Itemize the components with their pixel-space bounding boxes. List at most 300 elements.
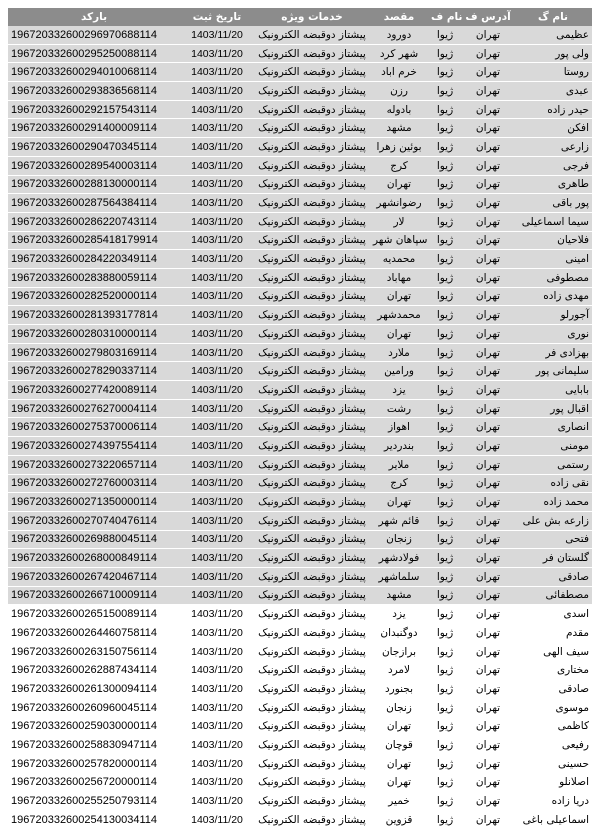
cell-sender-address: تهران — [462, 642, 514, 661]
cell-barcode: 196720332600270740476114 — [8, 511, 180, 530]
cell-barcode: 196720332600262887434114 — [8, 661, 180, 680]
cell-recipient-name: فرجی — [514, 156, 592, 175]
cell-sender-name: ژیوا — [428, 680, 462, 699]
cell-barcode: 196720332600274397554114 — [8, 437, 180, 456]
cell-service: پیشتاز دوقبضه الکترونیک — [254, 493, 370, 512]
cell-sender-address: تهران — [462, 810, 514, 829]
table-row — [8, 437, 592, 456]
cell-recipient-name: دریا زاده — [514, 792, 592, 811]
cell-recipient-name: ولی پور — [514, 44, 592, 63]
cell-sender-name: ژیوا — [428, 698, 462, 717]
cell-sender-name: ژیوا — [428, 156, 462, 175]
table-row — [8, 26, 592, 44]
cell-barcode: 196720332600289540003114 — [8, 156, 180, 175]
cell-recipient-name: سیف الهی — [514, 642, 592, 661]
cell-sender-address: تهران — [462, 362, 514, 381]
cell-date: 1403/11/20 — [180, 698, 254, 717]
table-row — [8, 362, 592, 381]
cell-sender-name: ژیوا — [428, 250, 462, 269]
cell-recipient-name: اصلانلو — [514, 773, 592, 792]
cell-recipient-name: بابایی — [514, 381, 592, 400]
cell-sender-name: ژیوا — [428, 399, 462, 418]
header-barcode: بارکد — [8, 8, 180, 26]
cell-service: پیشتاز دوقبضه الکترونیک — [254, 586, 370, 605]
cell-recipient-name: صادقی — [514, 680, 592, 699]
cell-service: پیشتاز دوقبضه الکترونیک — [254, 44, 370, 63]
cell-destination: لامرد — [370, 661, 428, 680]
cell-service: پیشتاز دوقبضه الکترونیک — [254, 624, 370, 643]
cell-sender-name: ژیوا — [428, 605, 462, 624]
cell-recipient-name: فتحی — [514, 530, 592, 549]
cell-sender-name: ژیوا — [428, 493, 462, 512]
cell-barcode: 196720332600273220657114 — [8, 455, 180, 474]
cell-date: 1403/11/20 — [180, 194, 254, 213]
cell-service: پیشتاز دوقبضه الکترونیک — [254, 119, 370, 138]
cell-sender-name: ژیوا — [428, 138, 462, 157]
header-recipient-name: نام گ — [514, 8, 592, 26]
cell-sender-name: ژیوا — [428, 717, 462, 736]
cell-barcode: 196720332600256720000114 — [8, 773, 180, 792]
cell-service: پیشتاز دوقبضه الکترونیک — [254, 717, 370, 736]
cell-sender-address: تهران — [462, 474, 514, 493]
cell-date: 1403/11/20 — [180, 437, 254, 456]
cell-date: 1403/11/20 — [180, 362, 254, 381]
cell-date: 1403/11/20 — [180, 44, 254, 63]
cell-sender-address: تهران — [462, 44, 514, 63]
cell-date: 1403/11/20 — [180, 306, 254, 325]
cell-destination: بادوله — [370, 100, 428, 119]
cell-destination: رشت — [370, 399, 428, 418]
cell-sender-address: تهران — [462, 493, 514, 512]
cell-recipient-name: مومنی — [514, 437, 592, 456]
table-row — [8, 381, 592, 400]
cell-destination: خمیر — [370, 792, 428, 811]
cell-date: 1403/11/20 — [180, 138, 254, 157]
cell-barcode: 196720332600295250088114 — [8, 44, 180, 63]
cell-sender-address: تهران — [462, 26, 514, 44]
cell-barcode: 196720332600258830947114 — [8, 736, 180, 755]
cell-barcode: 196720332600280310000114 — [8, 325, 180, 344]
cell-sender-address: تهران — [462, 212, 514, 231]
cell-date: 1403/11/20 — [180, 661, 254, 680]
cell-barcode: 196720332600281393177814 — [8, 306, 180, 325]
cell-recipient-name: روستا — [514, 63, 592, 82]
cell-sender-address: تهران — [462, 624, 514, 643]
cell-recipient-name: نقی زاده — [514, 474, 592, 493]
cell-sender-address: تهران — [462, 287, 514, 306]
cell-destination: زنجان — [370, 698, 428, 717]
cell-recipient-name: بهزادی فر — [514, 343, 592, 362]
cell-sender-address: تهران — [462, 437, 514, 456]
cell-barcode: 196720332600267420467114 — [8, 567, 180, 586]
cell-sender-address: تهران — [462, 231, 514, 250]
cell-date: 1403/11/20 — [180, 642, 254, 661]
table-row — [8, 156, 592, 175]
cell-date: 1403/11/20 — [180, 792, 254, 811]
cell-service: پیشتاز دوقبضه الکترونیک — [254, 455, 370, 474]
cell-sender-name: ژیوا — [428, 343, 462, 362]
cell-barcode: 196720332600286220743114 — [8, 212, 180, 231]
cell-date: 1403/11/20 — [180, 773, 254, 792]
cell-service: پیشتاز دوقبضه الکترونیک — [254, 156, 370, 175]
cell-service: پیشتاز دوقبضه الکترونیک — [254, 437, 370, 456]
cell-sender-name: ژیوا — [428, 381, 462, 400]
table-row — [8, 343, 592, 362]
cell-date: 1403/11/20 — [180, 567, 254, 586]
cell-sender-name: ژیوا — [428, 549, 462, 568]
cell-sender-address: تهران — [462, 82, 514, 101]
cell-sender-address: تهران — [462, 399, 514, 418]
table-row — [8, 212, 592, 231]
table-row — [8, 754, 592, 773]
cell-recipient-name: آجورلو — [514, 306, 592, 325]
cell-barcode: 196720332600294010068114 — [8, 63, 180, 82]
cell-sender-name: ژیوا — [428, 26, 462, 44]
cell-destination: خرم اباد — [370, 63, 428, 82]
cell-sender-name: ژیوا — [428, 194, 462, 213]
cell-recipient-name: انصاری — [514, 418, 592, 437]
cell-sender-address: تهران — [462, 268, 514, 287]
cell-service: پیشتاز دوقبضه الکترونیک — [254, 194, 370, 213]
cell-destination: دورود — [370, 26, 428, 44]
cell-sender-address: تهران — [462, 586, 514, 605]
cell-recipient-name: اسماعیلی باغی — [514, 810, 592, 829]
table-row — [8, 455, 592, 474]
table-row — [8, 418, 592, 437]
cell-date: 1403/11/20 — [180, 754, 254, 773]
cell-destination: زنجان — [370, 530, 428, 549]
table-row — [8, 698, 592, 717]
cell-barcode: 196720332600277420089114 — [8, 381, 180, 400]
cell-service: پیشتاز دوقبضه الکترونیک — [254, 250, 370, 269]
cell-date: 1403/11/20 — [180, 119, 254, 138]
cell-destination: ورامین — [370, 362, 428, 381]
cell-recipient-name: زارعی — [514, 138, 592, 157]
cell-service: پیشتاز دوقبضه الکترونیک — [254, 175, 370, 194]
cell-date: 1403/11/20 — [180, 586, 254, 605]
cell-sender-name: ژیوا — [428, 100, 462, 119]
cell-destination: دوگنبدان — [370, 624, 428, 643]
table-row — [8, 474, 592, 493]
cell-sender-name: ژیوا — [428, 474, 462, 493]
cell-destination: ملایر — [370, 455, 428, 474]
cell-recipient-name: طاهری — [514, 175, 592, 194]
cell-service: پیشتاز دوقبضه الکترونیک — [254, 792, 370, 811]
cell-sender-address: تهران — [462, 455, 514, 474]
cell-date: 1403/11/20 — [180, 418, 254, 437]
cell-barcode: 196720332600292157543114 — [8, 100, 180, 119]
cell-recipient-name: گلستان فر — [514, 549, 592, 568]
cell-date: 1403/11/20 — [180, 231, 254, 250]
cell-barcode: 196720332600255250793114 — [8, 792, 180, 811]
table-row — [8, 194, 592, 213]
cell-sender-address: تهران — [462, 63, 514, 82]
cell-service: پیشتاز دوقبضه الکترونیک — [254, 138, 370, 157]
table-row — [8, 642, 592, 661]
cell-destination: رضوانشهر — [370, 194, 428, 213]
cell-sender-name: ژیوا — [428, 231, 462, 250]
cell-destination: لار — [370, 212, 428, 231]
cell-destination: مشهد — [370, 586, 428, 605]
cell-recipient-name: محمد زاده — [514, 493, 592, 512]
cell-sender-name: ژیوا — [428, 287, 462, 306]
cell-destination: تهران — [370, 175, 428, 194]
cell-destination: سپاهان شهر — [370, 231, 428, 250]
table-row — [8, 287, 592, 306]
cell-barcode: 196720332600288130000114 — [8, 175, 180, 194]
cell-date: 1403/11/20 — [180, 325, 254, 344]
cell-service: پیشتاز دوقبضه الکترونیک — [254, 63, 370, 82]
cell-service: پیشتاز دوقبضه الکترونیک — [254, 362, 370, 381]
cell-date: 1403/11/20 — [180, 212, 254, 231]
header-date: تاریخ ثبت — [180, 8, 254, 26]
cell-recipient-name: عبدی — [514, 82, 592, 101]
cell-barcode: 196720332600291400009114 — [8, 119, 180, 138]
cell-barcode: 196720332600266710009114 — [8, 586, 180, 605]
cell-destination: فولادشهر — [370, 549, 428, 568]
cell-date: 1403/11/20 — [180, 624, 254, 643]
cell-date: 1403/11/20 — [180, 399, 254, 418]
cell-sender-name: ژیوا — [428, 437, 462, 456]
table-row — [8, 82, 592, 101]
cell-sender-address: تهران — [462, 100, 514, 119]
cell-date: 1403/11/20 — [180, 175, 254, 194]
cell-service: پیشتاز دوقبضه الکترونیک — [254, 605, 370, 624]
cell-destination: بوئین زهرا — [370, 138, 428, 157]
cell-sender-address: تهران — [462, 549, 514, 568]
cell-service: پیشتاز دوقبضه الکترونیک — [254, 530, 370, 549]
cell-sender-address: تهران — [462, 567, 514, 586]
cell-destination: شهر کرد — [370, 44, 428, 63]
table-row — [8, 810, 592, 829]
cell-destination: قوچان — [370, 736, 428, 755]
cell-service: پیشتاز دوقبضه الکترونیک — [254, 661, 370, 680]
table-row — [8, 44, 592, 63]
cell-barcode: 196720332600257820000114 — [8, 754, 180, 773]
header-row — [8, 8, 592, 26]
cell-date: 1403/11/20 — [180, 100, 254, 119]
cell-barcode: 196720332600254130034114 — [8, 810, 180, 829]
cell-destination: تهران — [370, 287, 428, 306]
cell-sender-address: تهران — [462, 605, 514, 624]
cell-destination: مهاباد — [370, 268, 428, 287]
table-row — [8, 567, 592, 586]
cell-sender-address: تهران — [462, 194, 514, 213]
cell-sender-address: تهران — [462, 138, 514, 157]
cell-sender-name: ژیوا — [428, 455, 462, 474]
table-row — [8, 773, 592, 792]
cell-service: پیشتاز دوقبضه الکترونیک — [254, 474, 370, 493]
header-sender-address: آدرس ف — [462, 8, 514, 26]
cell-date: 1403/11/20 — [180, 156, 254, 175]
cell-service: پیشتاز دوقبضه الکترونیک — [254, 231, 370, 250]
cell-recipient-name: فلاحیان — [514, 231, 592, 250]
cell-barcode: 196720332600265150089114 — [8, 605, 180, 624]
cell-recipient-name: اقبال پور — [514, 399, 592, 418]
cell-service: پیشتاز دوقبضه الکترونیک — [254, 100, 370, 119]
cell-sender-address: تهران — [462, 698, 514, 717]
cell-sender-name: ژیوا — [428, 642, 462, 661]
cell-date: 1403/11/20 — [180, 63, 254, 82]
cell-date: 1403/11/20 — [180, 455, 254, 474]
cell-barcode: 196720332600283880059114 — [8, 268, 180, 287]
table-row — [8, 736, 592, 755]
cell-date: 1403/11/20 — [180, 474, 254, 493]
cell-recipient-name: حسینی — [514, 754, 592, 773]
cell-service: پیشتاز دوقبضه الکترونیک — [254, 287, 370, 306]
cell-destination: تهران — [370, 773, 428, 792]
cell-destination: محمدیه — [370, 250, 428, 269]
cell-barcode: 196720332600296970688114 — [8, 26, 180, 44]
cell-recipient-name: مختاری — [514, 661, 592, 680]
cell-sender-name: ژیوا — [428, 63, 462, 82]
cell-sender-address: تهران — [462, 680, 514, 699]
table-row — [8, 250, 592, 269]
cell-recipient-name: عظیمی — [514, 26, 592, 44]
cell-sender-address: تهران — [462, 717, 514, 736]
cell-barcode: 196720332600260960045114 — [8, 698, 180, 717]
cell-recipient-name: مصطوفی — [514, 268, 592, 287]
cell-sender-name: ژیوا — [428, 418, 462, 437]
header-sender-name: نام ف — [428, 8, 462, 26]
cell-sender-address: تهران — [462, 773, 514, 792]
address-list-sheet — [8, 8, 592, 830]
cell-destination: رزن — [370, 82, 428, 101]
cell-barcode: 196720332600272760003114 — [8, 474, 180, 493]
cell-sender-address: تهران — [462, 792, 514, 811]
table-row — [8, 680, 592, 699]
cell-service: پیشتاز دوقبضه الکترونیک — [254, 268, 370, 287]
cell-recipient-name: نوری — [514, 325, 592, 344]
cell-destination: اهواز — [370, 418, 428, 437]
cell-destination: تهران — [370, 717, 428, 736]
cell-sender-name: ژیوا — [428, 175, 462, 194]
cell-barcode: 196720332600271350000114 — [8, 493, 180, 512]
cell-barcode: 196720332600263150756114 — [8, 642, 180, 661]
cell-date: 1403/11/20 — [180, 381, 254, 400]
address-table — [8, 8, 592, 830]
cell-recipient-name: زارعه بش علی — [514, 511, 592, 530]
cell-recipient-name: رستمی — [514, 455, 592, 474]
cell-sender-address: تهران — [462, 530, 514, 549]
cell-barcode: 196720332600285418179914 — [8, 231, 180, 250]
cell-recipient-name: مصطفائی — [514, 586, 592, 605]
cell-service: پیشتاز دوقبضه الکترونیک — [254, 325, 370, 344]
cell-service: پیشتاز دوقبضه الکترونیک — [254, 343, 370, 362]
cell-destination: کرج — [370, 474, 428, 493]
cell-sender-address: تهران — [462, 306, 514, 325]
cell-sender-name: ژیوا — [428, 773, 462, 792]
table-row — [8, 530, 592, 549]
cell-service: پیشتاز دوقبضه الکترونیک — [254, 698, 370, 717]
cell-recipient-name: صادقی — [514, 567, 592, 586]
cell-service: پیشتاز دوقبضه الکترونیک — [254, 754, 370, 773]
cell-date: 1403/11/20 — [180, 26, 254, 44]
cell-sender-name: ژیوا — [428, 119, 462, 138]
cell-date: 1403/11/20 — [180, 810, 254, 829]
table-row — [8, 549, 592, 568]
cell-sender-name: ژیوا — [428, 567, 462, 586]
cell-date: 1403/11/20 — [180, 268, 254, 287]
cell-sender-address: تهران — [462, 250, 514, 269]
cell-destination: تهران — [370, 325, 428, 344]
cell-sender-name: ژیوا — [428, 82, 462, 101]
table-row — [8, 325, 592, 344]
cell-date: 1403/11/20 — [180, 250, 254, 269]
table-row — [8, 661, 592, 680]
cell-sender-name: ژیوا — [428, 810, 462, 829]
cell-sender-address: تهران — [462, 156, 514, 175]
table-row — [8, 792, 592, 811]
cell-service: پیشتاز دوقبضه الکترونیک — [254, 26, 370, 44]
cell-barcode: 196720332600268000849114 — [8, 549, 180, 568]
cell-date: 1403/11/20 — [180, 511, 254, 530]
cell-service: پیشتاز دوقبضه الکترونیک — [254, 511, 370, 530]
table-row — [8, 138, 592, 157]
table-row — [8, 231, 592, 250]
cell-barcode: 196720332600293836568114 — [8, 82, 180, 101]
cell-sender-name: ژیوا — [428, 624, 462, 643]
cell-date: 1403/11/20 — [180, 680, 254, 699]
cell-service: پیشتاز دوقبضه الکترونیک — [254, 567, 370, 586]
cell-sender-name: ژیوا — [428, 44, 462, 63]
cell-recipient-name: موسوی — [514, 698, 592, 717]
cell-barcode: 196720332600284220349114 — [8, 250, 180, 269]
cell-barcode: 196720332600290470345114 — [8, 138, 180, 157]
cell-destination: یزد — [370, 605, 428, 624]
cell-destination: تهران — [370, 754, 428, 773]
cell-destination: سلماشهر — [370, 567, 428, 586]
cell-sender-address: تهران — [462, 325, 514, 344]
cell-recipient-name: مقدم — [514, 624, 592, 643]
cell-recipient-name: حیدر زاده — [514, 100, 592, 119]
cell-destination: قائم شهر — [370, 511, 428, 530]
cell-sender-name: ژیوا — [428, 306, 462, 325]
cell-service: پیشتاز دوقبضه الکترونیک — [254, 549, 370, 568]
cell-destination: ملارد — [370, 343, 428, 362]
cell-recipient-name: رفیعی — [514, 736, 592, 755]
cell-barcode: 196720332600264460758114 — [8, 624, 180, 643]
cell-sender-address: تهران — [462, 661, 514, 680]
cell-date: 1403/11/20 — [180, 287, 254, 306]
table-row — [8, 306, 592, 325]
cell-service: پیشتاز دوقبضه الکترونیک — [254, 212, 370, 231]
cell-recipient-name: کاظمی — [514, 717, 592, 736]
cell-sender-address: تهران — [462, 343, 514, 362]
cell-date: 1403/11/20 — [180, 82, 254, 101]
cell-sender-address: تهران — [462, 754, 514, 773]
cell-recipient-name: سیما اسماعیلی — [514, 212, 592, 231]
cell-service: پیشتاز دوقبضه الکترونیک — [254, 306, 370, 325]
cell-sender-name: ژیوا — [428, 511, 462, 530]
cell-sender-name: ژیوا — [428, 268, 462, 287]
cell-sender-address: تهران — [462, 511, 514, 530]
cell-sender-name: ژیوا — [428, 325, 462, 344]
cell-sender-name: ژیوا — [428, 736, 462, 755]
cell-service: پیشتاز دوقبضه الکترونیک — [254, 680, 370, 699]
cell-recipient-name: سلیمانی پور — [514, 362, 592, 381]
cell-sender-address: تهران — [462, 119, 514, 138]
cell-destination: بندردیر — [370, 437, 428, 456]
table-body — [8, 26, 592, 829]
cell-recipient-name: اسدی — [514, 605, 592, 624]
cell-sender-address: تهران — [462, 381, 514, 400]
cell-destination: محمدشهر — [370, 306, 428, 325]
cell-barcode: 196720332600275370006114 — [8, 418, 180, 437]
cell-service: پیشتاز دوقبضه الکترونیک — [254, 381, 370, 400]
cell-sender-name: ژیوا — [428, 661, 462, 680]
table-row — [8, 717, 592, 736]
